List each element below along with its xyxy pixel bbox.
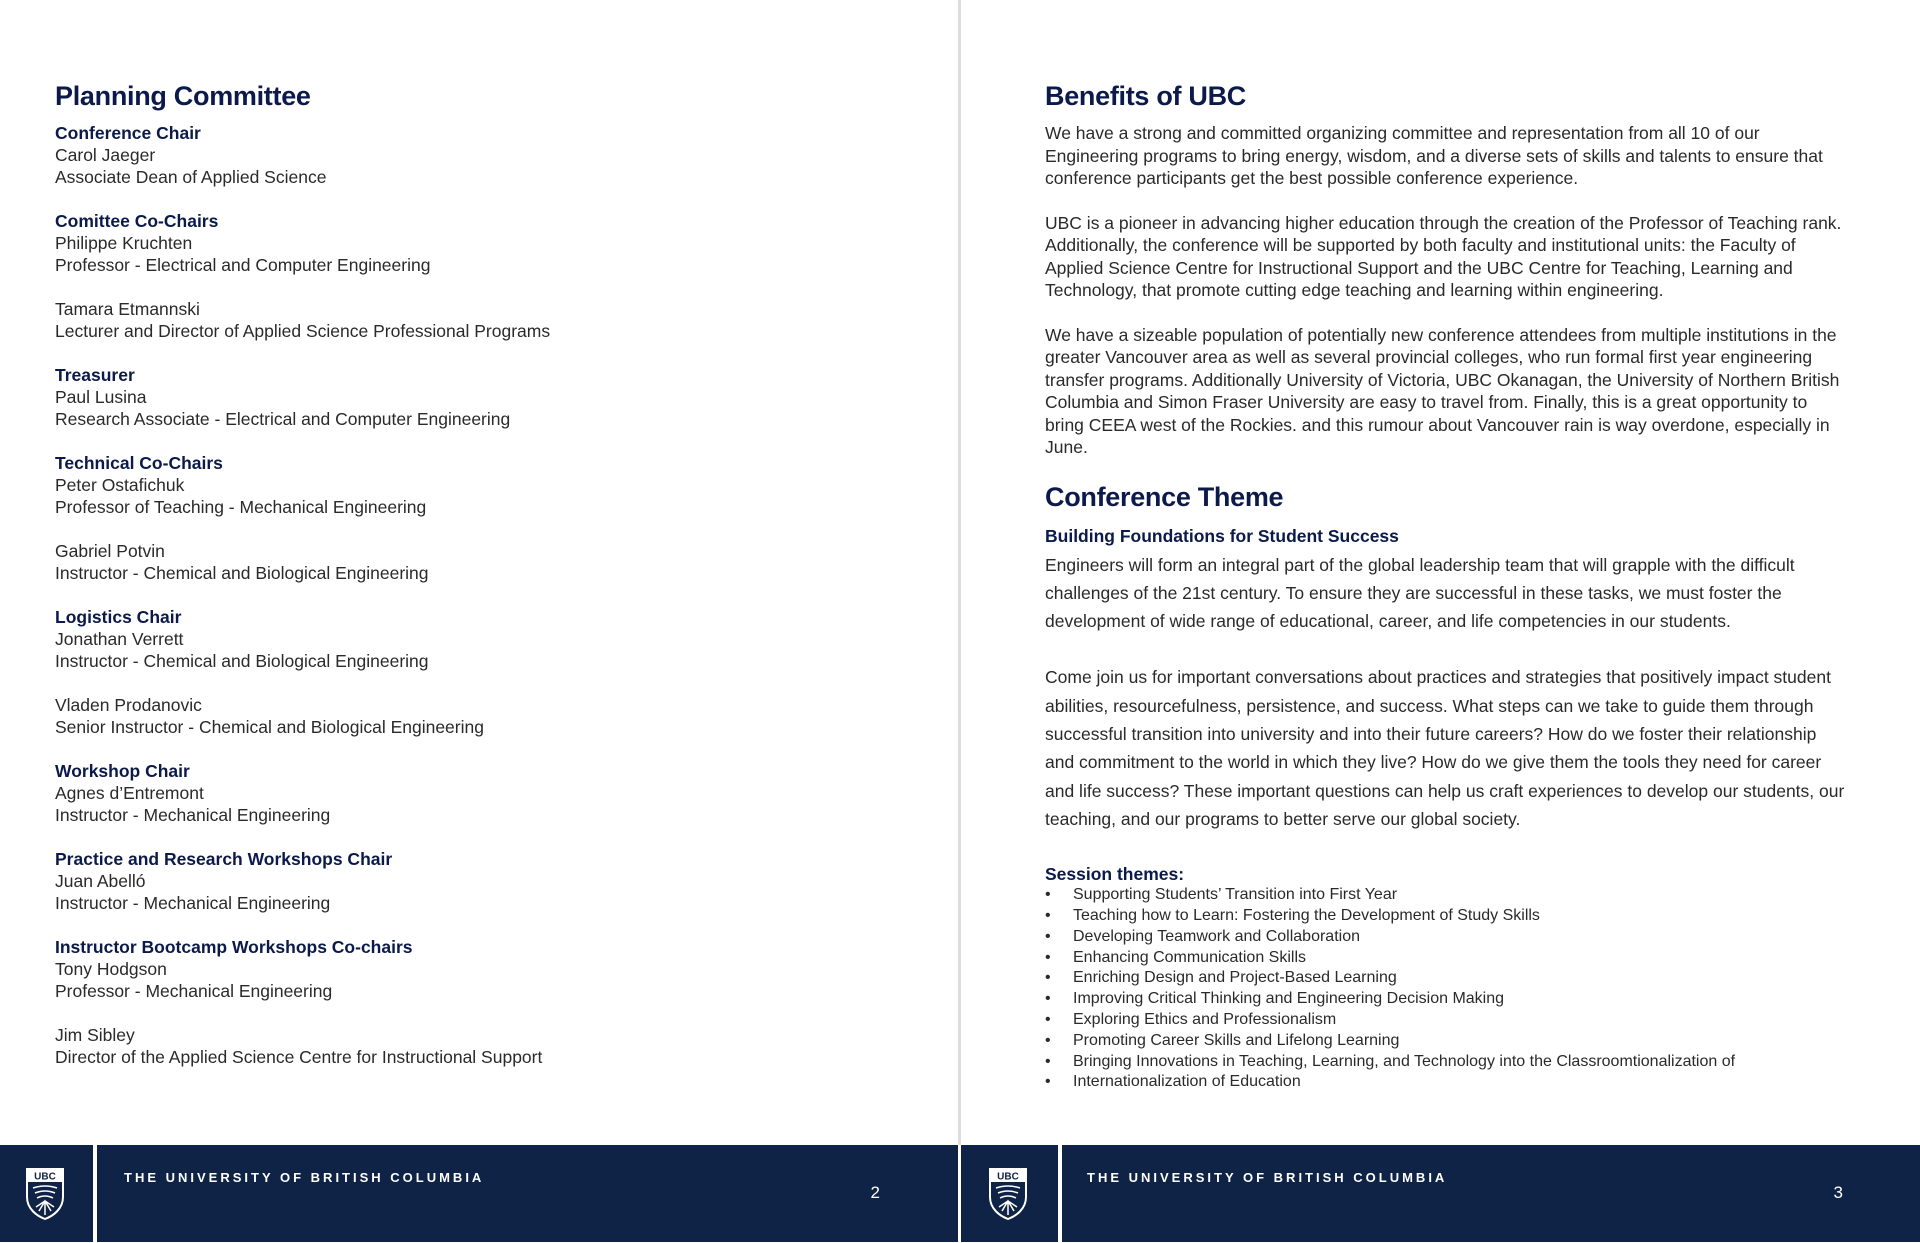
role-title: Technical Co-Chairs: [55, 453, 223, 473]
committee-role: [55, 452, 915, 584]
member-position: Senior Instructor - Chemical and Biological Engineering: [55, 717, 484, 737]
ubc-crest-icon: [25, 1167, 65, 1221]
member-name: Jonathan Verrett: [55, 629, 184, 649]
committee-member: [55, 540, 915, 584]
member-position: Lecturer and Director of Applied Science Professional Programs: [55, 321, 551, 341]
planning-committee-section: [55, 78, 915, 1090]
committee-member: [55, 782, 915, 826]
logo-text: UBC: [997, 1171, 1019, 1183]
committee-member: [55, 474, 915, 518]
page-number: 3: [1833, 1183, 1843, 1202]
logo-divider: [1058, 1145, 1062, 1242]
committee-member: [55, 144, 915, 188]
member-name: Tony Hodgson: [55, 959, 167, 979]
member-name: Jim Sibley: [55, 1025, 135, 1045]
member-name: Juan Abelló: [55, 871, 146, 891]
member-position: Instructor - Mechanical Engineering: [55, 805, 331, 825]
member-name: Philippe Kruchten: [55, 233, 193, 253]
committee-role: [55, 364, 915, 430]
session-theme-item: • Enhancing Communication Skills: [1045, 948, 1845, 969]
session-theme-item: • Bringing Innovations in Teaching, Learning, and Technology into the Classroomtionalization of: [1045, 1052, 1845, 1073]
committee-member: [55, 1024, 915, 1068]
committee-role: [55, 122, 915, 188]
member-position: Associate Dean of Applied Science: [55, 167, 327, 187]
member-name: Agnes d’Entremont: [55, 783, 204, 803]
benefits-and-theme-section: [1045, 78, 1845, 1093]
role-title: Comittee Co-Chairs: [55, 211, 219, 231]
committee-role: [55, 936, 915, 1068]
benefits-paragraph: We have a strong and committed organizing committee and representation from all 10 of our Engineering programs to bring energy, wisdom, and a diverse sets of skills and talents to ensure that conference participants get the best possible conference experience.: [1045, 123, 1823, 188]
role-title: Practice and Research Workshops Chair: [55, 849, 393, 869]
committee-role: [55, 848, 915, 914]
session-theme-item: • Enriching Design and Project-Based Learning: [1045, 968, 1845, 989]
member-position: Professor - Electrical and Computer Engineering: [55, 255, 431, 275]
member-position: Professor of Teaching - Mechanical Engineering: [55, 497, 427, 517]
committee-role: [55, 760, 915, 826]
theme-subheading: Building Foundations for Student Success: [1045, 525, 1399, 546]
conference-theme-heading: Conference Theme: [1045, 481, 1284, 512]
member-name: Gabriel Potvin: [55, 541, 165, 561]
committee-member: [55, 232, 915, 276]
member-position: Director of the Applied Science Centre for Instructional Support: [55, 1047, 543, 1067]
logo-text: UBC: [34, 1171, 56, 1183]
committee-member: [55, 958, 915, 1002]
university-name: THE UNIVERSITY OF BRITISH COLUMBIA: [124, 1170, 485, 1185]
session-theme-item: • Exploring Ethics and Professionalism: [1045, 1010, 1845, 1031]
member-name: Carol Jaeger: [55, 145, 156, 165]
role-title: Treasurer: [55, 365, 135, 385]
university-name: THE UNIVERSITY OF BRITISH COLUMBIA: [1087, 1170, 1448, 1185]
page-2: [0, 0, 958, 1243]
member-name: Peter Ostafichuk: [55, 475, 185, 495]
page-number: 2: [870, 1183, 880, 1202]
theme-paragraph: Engineers will form an integral part of the global leadership team that will grapple with the difficult challenges of the 21st century. To ensure they are successful in these tasks, we must foster the development of wide range of educational, career, and life competencies in our students.: [1045, 554, 1795, 632]
session-theme-item: • Promoting Career Skills and Lifelong Learning: [1045, 1031, 1845, 1052]
committee-role: [55, 606, 915, 738]
page-3: [961, 0, 1920, 1243]
role-title: Instructor Bootcamp Workshops Co-chairs: [55, 937, 413, 957]
logo-divider: [93, 1145, 97, 1242]
session-themes-list: [1045, 885, 1845, 1093]
committee-member: [55, 870, 915, 914]
member-position: Professor - Mechanical Engineering: [55, 981, 333, 1001]
role-title: Logistics Chair: [55, 607, 182, 627]
ubc-crest-icon: [988, 1167, 1028, 1221]
session-theme-item: • Developing Teamwork and Collaboration: [1045, 927, 1845, 948]
theme-paragraph: Come join us for important conversations about practices and strategies that positively impact student abilities, resourcefulness, persistence, and success. What steps can we take to guide them through successful transition into university and into their future careers? How do we foster their relationship and commitment to the world in which they live? How do we give them the tools they need for career and life success? These important questions can help us craft experiences to develop our students, our teaching, and our programs to better serve our global society.: [1045, 667, 1845, 829]
committee-member: [55, 628, 915, 672]
member-position: Instructor - Chemical and Biological Engineering: [55, 563, 429, 583]
member-name: Tamara Etmannski: [55, 299, 200, 319]
member-position: Instructor - Chemical and Biological Engineering: [55, 651, 429, 671]
role-title: Workshop Chair: [55, 761, 190, 781]
committee-role: [55, 210, 915, 342]
member-position: Research Associate - Electrical and Computer Engineering: [55, 409, 511, 429]
committee-list: [55, 122, 915, 1068]
footer-bar: [0, 1145, 958, 1242]
member-name: Paul Lusina: [55, 387, 147, 407]
session-theme-item: • Internationalization of Education: [1045, 1072, 1845, 1093]
member-name: Vladen Prodanovic: [55, 695, 202, 715]
benefits-paragraph: UBC is a pioneer in advancing higher education through the creation of the Professor of Teaching rank. Additionally, the conference will be supported by both faculty and institutional units: the Faculty of Applied Science Centre for Instructional Support and the UBC Centre for Teaching, Learning and Technology, that promote cutting edge teaching and learning within engineering.: [1045, 212, 1842, 300]
session-theme-item: • Improving Critical Thinking and Engineering Decision Making: [1045, 989, 1845, 1010]
member-position: Instructor - Mechanical Engineering: [55, 893, 331, 913]
benefits-paragraph: We have a sizeable population of potentially new conference attendees from multiple institutions in the greater Vancouver area as well as several provincial colleges, who run formal first year engineering transfer programs. Additionally University of Victoria, UBC Okanagan, the University of Northern British Columbia and Simon Fraser University are easy to travel from. Finally, this is a great opportunity to bring CEEA west of the Rockies. and this rumour about Vancouver rain is way overdone, especially in June.: [1045, 324, 1840, 457]
committee-member: [55, 298, 915, 342]
ubc-logo: [961, 1145, 1058, 1242]
footer-bar: [961, 1145, 1920, 1242]
session-theme-item: • Supporting Students’ Transition into First Year: [1045, 885, 1845, 906]
session-themes-heading: Session themes:: [1045, 864, 1185, 885]
benefits-heading: Benefits of UBC: [1045, 81, 1247, 111]
planning-committee-heading: Planning Committee: [55, 81, 311, 111]
committee-member: [55, 386, 915, 430]
ubc-logo: [0, 1145, 93, 1242]
committee-member: [55, 694, 915, 738]
session-theme-item: • Teaching how to Learn: Fostering the Development of Study Skills: [1045, 906, 1845, 927]
role-title: Conference Chair: [55, 123, 201, 143]
